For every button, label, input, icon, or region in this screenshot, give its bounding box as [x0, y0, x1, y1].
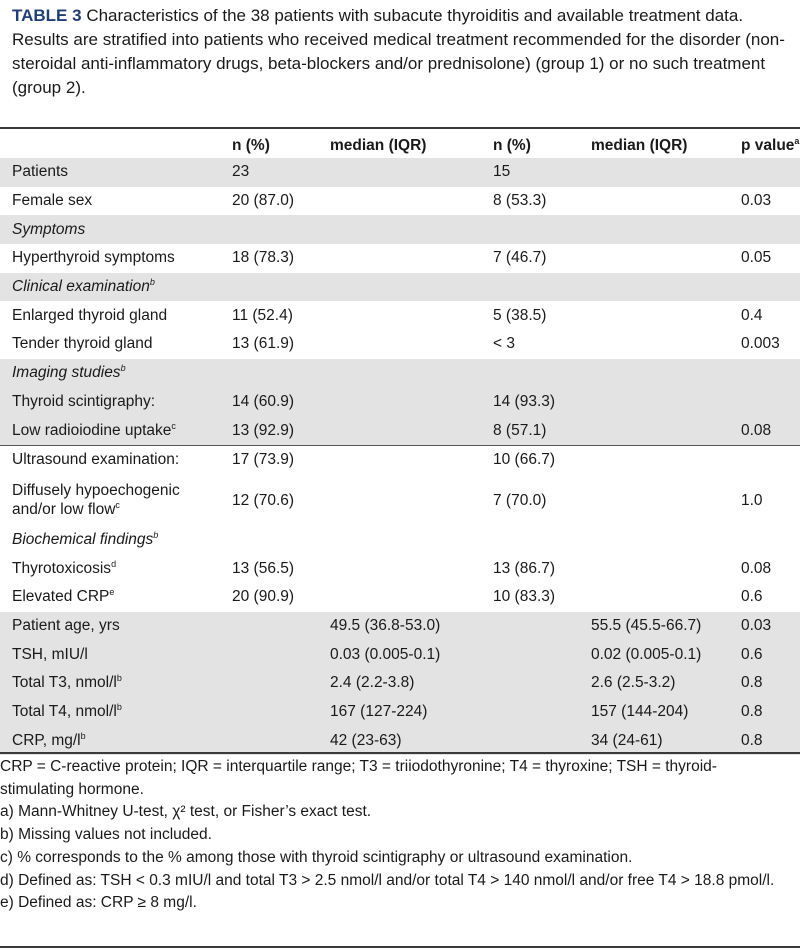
cell-median-group2: [591, 445, 741, 474]
table-row: [0, 215, 800, 244]
row-label: Enlarged thyroid gland: [12, 306, 168, 324]
table-row: [0, 640, 800, 669]
table-row: [0, 583, 800, 612]
cell-p-value: [741, 359, 800, 388]
cell-median-group1: 0.03 (0.005-0.1): [330, 640, 493, 669]
cell-n-group1: [222, 526, 330, 555]
table-label: TABLE 3: [12, 6, 82, 25]
cell-median-group1: 2.4 (2.2-3.8): [330, 669, 493, 698]
cell-median-group1: [330, 301, 493, 330]
cell-median-group2: 157 (144-204): [591, 698, 741, 727]
footnotes: [0, 756, 790, 915]
cell-p-value: [741, 215, 800, 244]
cell-median-group1: [330, 583, 493, 612]
cell-n-group2: [493, 359, 591, 388]
cell-n-group2: 15: [493, 158, 591, 187]
cell-median-group1: [330, 330, 493, 359]
cell-median-group2: [591, 388, 741, 417]
cell-n-group2: [493, 612, 591, 641]
cell-n-group1: 18 (78.3): [232, 249, 295, 267]
footnote-a: a) Mann-Whitney U-test, χ² test, or Fisher’s exact test.: [0, 803, 372, 821]
cell-median-group2: 34 (24-61): [591, 726, 741, 755]
cell-n-group2: 8 (57.1): [493, 416, 591, 445]
cell-median-group1: [330, 526, 493, 555]
table-row: [0, 273, 800, 302]
table-caption: [12, 4, 792, 100]
table-row: [0, 330, 800, 359]
row-label: Imaging studies$^b$: [0, 359, 222, 388]
footnote-e: e) Defined as: CRP ≥ 8 mg/l.: [0, 894, 197, 912]
cell-p-value: 0.4: [741, 306, 763, 324]
row-label: Hyperthyroid symptoms: [12, 249, 175, 267]
footnote-b: b) Missing values not included.: [0, 826, 212, 844]
cell-median-group2: [591, 554, 741, 583]
cell-median-group2: [591, 273, 741, 302]
row-label: Biochemical findings$^b$: [12, 529, 159, 548]
cell-median-group1: [330, 359, 493, 388]
cell-n-group2: 14 (93.3): [493, 388, 591, 417]
cell-p-value: 0.003: [741, 335, 780, 353]
end-rule: [0, 946, 800, 948]
cell-n-group1: 20 (87.0): [232, 192, 295, 210]
header-row: [0, 129, 800, 158]
cell-median-group1: [330, 554, 493, 583]
cell-p-value: [741, 445, 800, 474]
row-label: Total T3, nmol/$l^b$: [0, 669, 222, 698]
cell-median-group1: [330, 187, 493, 216]
table-row: [0, 158, 800, 187]
cell-p-value: 0.6: [741, 588, 763, 606]
table-row: [0, 244, 800, 273]
cell-median-group1: 49.5 (36.8-53.0): [330, 612, 493, 641]
table-row: [0, 416, 800, 445]
characteristics-table: [0, 129, 800, 755]
header-median-group1: median (IQR): [330, 137, 427, 154]
cell-median-group1: [330, 158, 493, 187]
cell-p-value: 1.0: [741, 491, 763, 509]
caption-text: Characteristics of the 38 patients with subacute thyroiditis and available treatment data. Results are stratified into patients who received medical treatment recommended for the disorder (non-steroidal anti-inflammatory drugs, beta-blockers and/or prednisolone) (group 1) or no such treatment (group 2).: [12, 6, 785, 97]
cell-n-group2: 13 (86.7): [493, 559, 556, 577]
cell-n-group1: 20 (90.9): [232, 588, 295, 606]
table-row: [0, 554, 800, 583]
cell-median-group1: [330, 273, 493, 302]
cell-n-group1: 13 (92.9): [222, 416, 330, 445]
cell-n-group2: [493, 526, 591, 555]
cell-p-value: 0.8: [741, 669, 800, 698]
cell-n-group1: 23: [222, 158, 330, 187]
table-row: [0, 669, 800, 698]
cell-p-value: 0.08: [741, 416, 800, 445]
cell-median-group2: [591, 158, 741, 187]
table-row: [0, 612, 800, 641]
table-row: [0, 526, 800, 555]
table-row: [0, 475, 800, 526]
cell-median-group2: 55.5 (45.5-66.7): [591, 612, 741, 641]
footnote-abbrev: CRP = C-reactive protein; IQR = interquartile range; T3 = triiodothyronine; T4 = thyroxine; TSH = thyroid-stimulating hormone.: [0, 758, 717, 798]
cell-n-group2: [493, 640, 591, 669]
cell-median-group2: 2.6 (2.5-3.2): [591, 669, 741, 698]
cell-n-group2: [493, 215, 591, 244]
cell-p-value: [741, 158, 800, 187]
cell-n-group1: [222, 640, 330, 669]
cell-n-group2: 7 (46.7): [493, 249, 547, 267]
cell-p-value: 0.8: [741, 726, 800, 755]
row-label: Low radioiodine uptake$^c$: [0, 416, 222, 445]
row-label: Patient age, yrs: [0, 612, 222, 641]
cell-n-group1: [222, 215, 330, 244]
cell-median-group2: [591, 301, 741, 330]
cell-median-group1: [330, 475, 493, 526]
cell-n-group1: 11 (52.4): [232, 306, 293, 324]
cell-n-group1: [222, 359, 330, 388]
header-n-group1: n (%): [232, 137, 270, 154]
cell-median-group2: [591, 187, 741, 216]
cell-median-group1: [330, 445, 493, 474]
cell-n-group2: 8 (53.3): [493, 192, 547, 210]
header-p-value: p value$^a$: [741, 135, 800, 154]
table-row: [0, 187, 800, 216]
bottom-rule: [0, 752, 800, 754]
cell-p-value: [741, 388, 800, 417]
cell-n-group1: [222, 612, 330, 641]
cell-n-group2: [493, 273, 591, 302]
row-label: Female sex: [12, 192, 93, 210]
cell-p-value: 0.03: [741, 612, 800, 641]
cell-n-group2: 5 (38.5): [493, 306, 547, 324]
cell-p-value: [741, 526, 800, 555]
cell-n-group1: 17 (73.9): [222, 445, 330, 474]
cell-median-group1: 42 (23-63): [330, 726, 493, 755]
row-label: Elevated CRP$^e$: [12, 587, 115, 606]
cell-median-group1: [330, 244, 493, 273]
cell-n-group1: 14 (60.9): [222, 388, 330, 417]
cell-median-group1: [330, 388, 493, 417]
cell-n-group2: 10 (66.7): [493, 445, 591, 474]
row-label: Total T4, nmol/$l^b$: [0, 698, 222, 727]
row-label: Ultrasound examination:: [0, 445, 222, 474]
cell-median-group2: [591, 583, 741, 612]
row-label: Thyroid scintigraphy:: [0, 388, 222, 417]
row-label: Diffusely hypoechogenic and/or low flow$^c$: [12, 482, 180, 519]
cell-p-value: 0.08: [741, 559, 772, 577]
cell-p-value: 0.05: [741, 249, 772, 267]
cell-n-group2: [493, 669, 591, 698]
footnote-c: c) % corresponds to the % among those with thyroid scintigraphy or ultrasound examination.: [0, 848, 633, 866]
cell-median-group1: 167 (127-224): [330, 698, 493, 727]
row-label: TSH, mIU/l: [0, 640, 222, 669]
cell-median-group1: [330, 215, 493, 244]
cell-median-group2: [591, 416, 741, 445]
table-row: [0, 301, 800, 330]
header-n-group2: n (%): [493, 137, 531, 154]
cell-n-group1: [222, 698, 330, 727]
cell-n-group1: 12 (70.6): [232, 491, 295, 509]
row-label: Patients: [0, 158, 222, 187]
cell-p-value: 0.03: [741, 192, 772, 210]
cell-median-group2: [591, 244, 741, 273]
row-label: CRP, $mg/l^b$: [0, 726, 222, 755]
row-label: Thyrotoxicosis$^d$: [12, 558, 117, 577]
table-row: [0, 359, 800, 388]
cell-n-group2: 10 (83.3): [493, 588, 556, 606]
cell-p-value: 0.8: [741, 698, 800, 727]
cell-n-group2: < 3: [493, 335, 515, 353]
table-row: [0, 726, 800, 755]
cell-median-group2: [591, 330, 741, 359]
cell-median-group2: [591, 215, 741, 244]
cell-median-group2: [591, 526, 741, 555]
cell-n-group1: [222, 726, 330, 755]
footnote-d: d) Defined as: TSH < 0.3 mIU/l and total T3 > 2.5 nmol/l and/or total T4 > 140 nmol/l and/or free T4 > 18.8 pmol/l.: [0, 871, 775, 889]
cell-median-group2: 0.02 (0.005-0.1): [591, 640, 741, 669]
row-label: Tender thyroid gland: [12, 335, 153, 353]
cell-median-group2: [591, 475, 741, 526]
header-median-group2: median (IQR): [591, 137, 688, 154]
cell-p-value: 0.6: [741, 640, 800, 669]
cell-n-group2: 7 (70.0): [493, 491, 547, 509]
row-label: Clinical examination$^b$: [0, 273, 222, 302]
cell-n-group1: [222, 273, 330, 302]
row-label: Symptoms: [0, 215, 222, 244]
cell-n-group2: [493, 698, 591, 727]
cell-median-group2: [591, 359, 741, 388]
cell-n-group2: [493, 726, 591, 755]
table-row: [0, 698, 800, 727]
table-row: [0, 445, 800, 474]
cell-n-group1: 13 (61.9): [232, 335, 295, 353]
cell-p-value: [741, 273, 800, 302]
cell-median-group1: [330, 416, 493, 445]
cell-n-group1: 13 (56.5): [232, 559, 295, 577]
cell-n-group1: [222, 669, 330, 698]
table-row: [0, 388, 800, 417]
